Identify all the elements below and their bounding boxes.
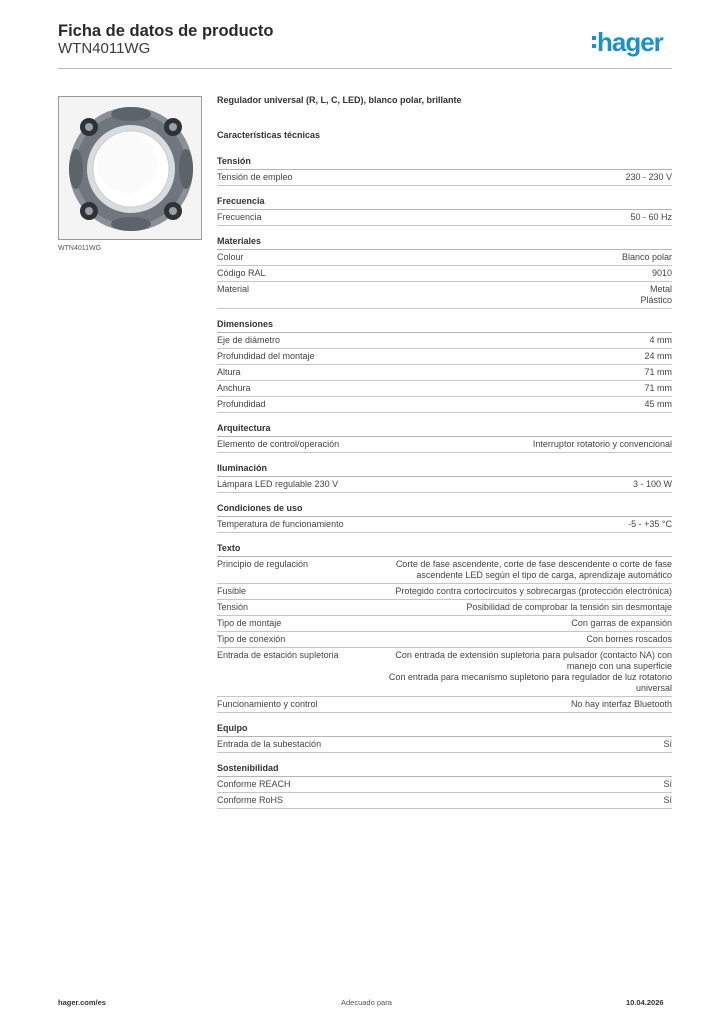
spec-row <box>217 333 672 349</box>
spec-value-line: Protegido contra cortocircuitos y sobrecargas (protección electrónica) <box>395 586 672 596</box>
dimmer-product-icon <box>59 97 202 240</box>
section-title: Dimensiones <box>217 319 672 333</box>
spec-row <box>217 170 672 186</box>
spec-label: Funcionamiento y control <box>217 699 318 709</box>
spec-value-line: universal <box>635 683 672 693</box>
spec-row <box>217 793 672 809</box>
spec-label: Eje de diámetro <box>217 335 281 345</box>
spec-value <box>367 602 672 613</box>
spec-value-line: manejo con una superficie <box>566 661 672 671</box>
spec-label: Material <box>217 284 250 294</box>
spec-value-line: Plástico <box>640 295 672 305</box>
spec-row <box>217 697 672 713</box>
spec-value-line: Blanco polar <box>621 252 672 262</box>
section-title: Texto <box>217 543 672 557</box>
header-divider <box>58 68 672 69</box>
logo-dots-icon <box>592 36 596 48</box>
spec-value-line: Sí <box>663 795 672 805</box>
spec-row <box>217 517 672 533</box>
spec-value-line: 230 - 230 V <box>625 172 672 182</box>
spec-value <box>367 351 672 362</box>
spec-section <box>217 763 672 809</box>
section-title: Arquitectura <box>217 423 672 437</box>
spec-row <box>217 282 672 309</box>
spec-label: Fusible <box>217 586 247 596</box>
spec-value-line: 3 - 100 W <box>632 479 672 489</box>
spec-sections <box>217 156 672 809</box>
spec-value-line: 9010 <box>651 268 672 278</box>
spec-label: Altura <box>217 367 241 377</box>
spec-value <box>367 634 672 645</box>
spec-value-line: 45 mm <box>644 399 672 409</box>
spec-value <box>367 399 672 410</box>
spec-row <box>217 737 672 753</box>
spec-section <box>217 319 672 413</box>
spec-value-line: -5 - +35 °C <box>628 519 672 529</box>
spec-label: Temperatura de funcionamiento <box>217 519 344 529</box>
spec-value <box>367 779 672 790</box>
spec-value-line: 24 mm <box>644 351 672 361</box>
spec-row <box>217 600 672 616</box>
footer-date: 10.04.2026 <box>626 998 664 1007</box>
spec-row <box>217 381 672 397</box>
spec-label: Tipo de conexión <box>217 634 286 644</box>
spec-value <box>367 284 672 306</box>
spec-row <box>217 632 672 648</box>
spec-value <box>367 335 672 346</box>
spec-value <box>367 212 672 223</box>
spec-row <box>217 477 672 493</box>
spec-value <box>367 172 672 183</box>
spec-content <box>217 95 672 819</box>
spec-value-line: 50 - 60 Hz <box>630 212 672 222</box>
footer-website[interactable]: hager.com/es <box>58 998 106 1007</box>
spec-label: Elemento de control/operación <box>217 439 340 449</box>
spec-row <box>217 250 672 266</box>
spec-value <box>367 795 672 806</box>
spec-label: Profundidad del montaje <box>217 351 315 361</box>
section-title: Equipo <box>217 723 672 737</box>
spec-value <box>367 383 672 394</box>
spec-value <box>367 699 672 710</box>
tech-heading: Características técnicas <box>217 130 321 140</box>
spec-label: Entrada de la subestación <box>217 739 322 749</box>
spec-label: Principio de regulación <box>217 559 309 569</box>
spec-section <box>217 156 672 186</box>
spec-value-line: No hay interfaz Bluetooth <box>570 699 672 709</box>
spec-value-line: ascendente LED según el tipo de carga, aprendizaje automático <box>416 570 672 580</box>
spec-label: Conforme RoHS <box>217 795 284 805</box>
spec-label: Colour <box>217 252 244 262</box>
spec-label: Código RAL <box>217 268 266 278</box>
section-title: Frecuencia <box>217 196 672 210</box>
spec-row <box>217 616 672 632</box>
spec-value <box>367 479 672 490</box>
spec-row <box>217 210 672 226</box>
section-title: Sostenibilidad <box>217 763 672 777</box>
spec-row <box>217 584 672 600</box>
spec-value <box>367 439 672 450</box>
spec-value <box>367 650 672 694</box>
spec-value <box>367 559 672 581</box>
section-title: Materiales <box>217 236 672 250</box>
spec-label: Profundidad <box>217 399 266 409</box>
spec-section <box>217 236 672 309</box>
hager-logo <box>592 29 663 55</box>
spec-label: Tensión <box>217 602 249 612</box>
spec-label: Tipo de montaje <box>217 618 282 628</box>
spec-row <box>217 648 672 697</box>
spec-section <box>217 463 672 493</box>
section-title: Iluminación <box>217 463 672 477</box>
spec-value-line: Metal <box>649 284 672 294</box>
spec-row <box>217 266 672 282</box>
spec-value-line: Con entrada de extensión supletoria para pulsador (contacto NA) con <box>395 650 672 660</box>
spec-section <box>217 723 672 753</box>
spec-row <box>217 557 672 584</box>
image-caption: WTN4011WG <box>58 245 102 252</box>
spec-value <box>367 519 672 530</box>
spec-label: Conforme REACH <box>217 779 291 789</box>
spec-label: Entrada de estación supletoria <box>217 650 339 660</box>
spec-value-line: Interruptor rotatorio y convencional <box>532 439 672 449</box>
spec-label: Anchura <box>217 383 251 393</box>
spec-value <box>367 618 672 629</box>
spec-label: Tensión de empleo <box>217 172 293 182</box>
spec-value-line: Con bornes roscados <box>586 634 672 644</box>
section-title: Tensión <box>217 156 672 170</box>
spec-value-line: Sí <box>663 779 672 789</box>
spec-section <box>217 543 672 713</box>
spec-row <box>217 777 672 793</box>
spec-value-line: 71 mm <box>644 367 672 377</box>
footer-suitable-for: Adecuado para <box>341 998 392 1007</box>
spec-section <box>217 503 672 533</box>
page-title: Ficha de datos de producto <box>58 22 274 40</box>
logo-text: hager <box>597 27 663 57</box>
product-image <box>58 96 202 240</box>
spec-value-line: Con entrada para mecanismo supletorio para regulador de luz rotatorio <box>388 672 672 682</box>
spec-label: Frecuencia <box>217 212 262 222</box>
spec-value <box>367 367 672 378</box>
spec-label: Lámpara LED regulable 230 V <box>217 479 339 489</box>
spec-value <box>367 586 672 597</box>
section-title: Condiciones de uso <box>217 503 672 517</box>
spec-value <box>367 252 672 263</box>
spec-row <box>217 437 672 453</box>
spec-value-line: 4 mm <box>649 335 672 345</box>
spec-value <box>367 268 672 279</box>
spec-value <box>367 739 672 750</box>
product-code: WTN4011WG <box>58 40 151 57</box>
spec-value-line: Con garras de expansión <box>571 618 672 628</box>
spec-value-line: 71 mm <box>644 383 672 393</box>
spec-value-line: Posibilidad de comprobar la tensión sin desmontaje <box>466 602 672 612</box>
spec-row <box>217 365 672 381</box>
spec-row <box>217 349 672 365</box>
spec-section <box>217 423 672 453</box>
spec-value-line: Sí <box>663 739 672 749</box>
product-description: Regulador universal (R, L, C, LED), blanco polar, brillante <box>217 95 462 105</box>
spec-value-line: Corte de fase ascendente, corte de fase descendente o corte de fase <box>395 559 672 569</box>
spec-row <box>217 397 672 413</box>
spec-section <box>217 196 672 226</box>
